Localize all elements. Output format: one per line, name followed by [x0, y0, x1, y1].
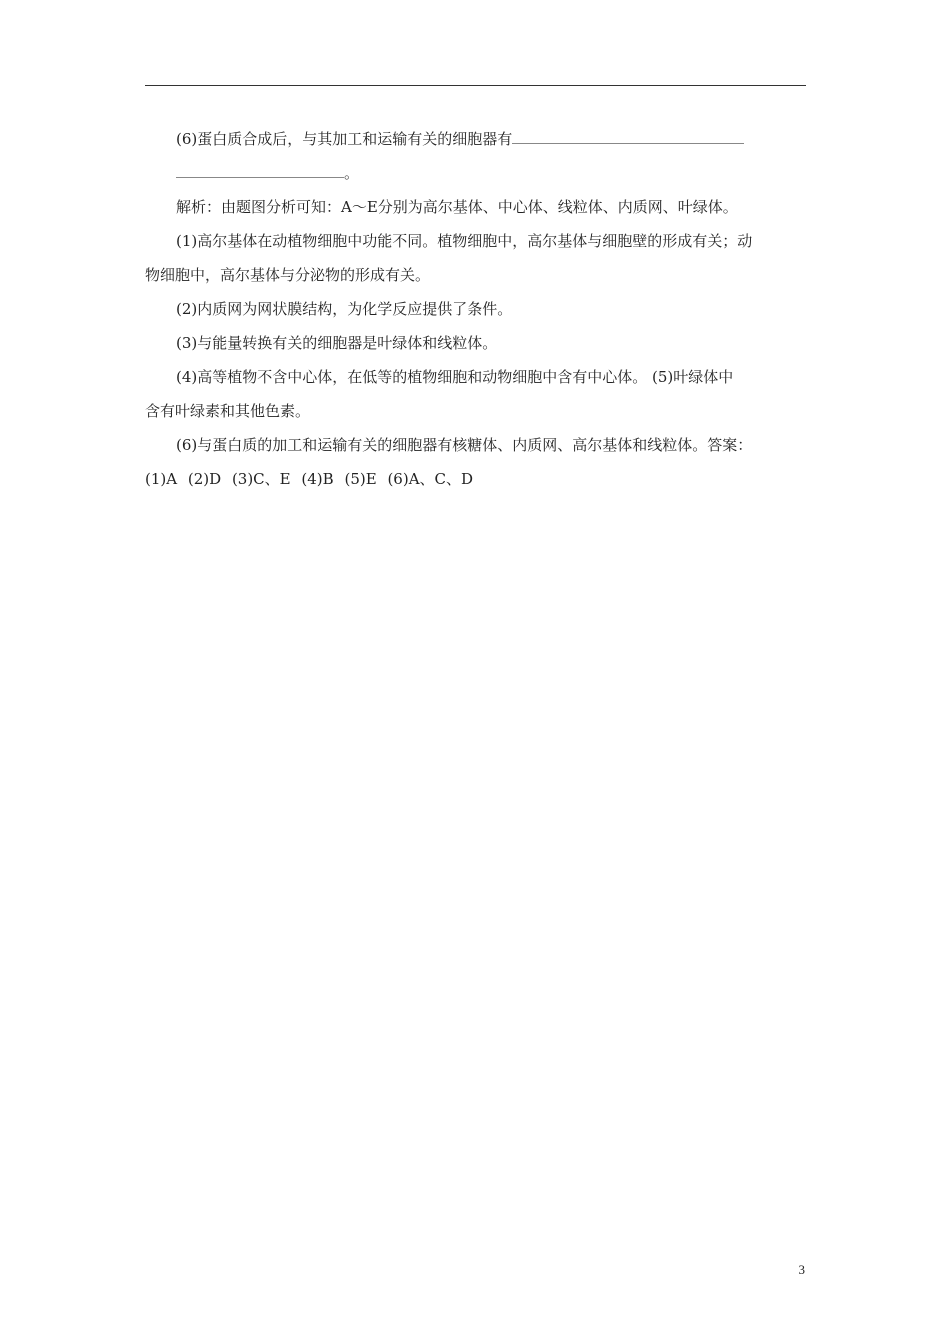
analysis-p1-line2: 物细胞中，高尔基体与分泌物的形成有关。	[145, 266, 431, 284]
document-body	[145, 122, 806, 496]
answers-line	[145, 462, 806, 496]
analysis-p4-line2: 含有叶绿素和其他色素。	[145, 402, 311, 420]
question-6-continued	[145, 156, 806, 190]
analysis-p4-line1: (4)高等植物不含中心体，在低等的植物细胞和动物细胞中含有中心体。 (5)叶绿体中	[176, 368, 734, 386]
answer-item: (2)D	[187, 470, 222, 488]
answer-item: (3)C、E	[231, 470, 291, 488]
analysis-intro: 解析：由题图分析可知：A～E分别为高尔基体、中心体、线粒体、内质网、叶绿体。	[176, 198, 738, 216]
analysis-p3: (3)与能量转换有关的细胞器是叶绿体和线粒体。	[176, 334, 498, 352]
analysis-p6: (6)与蛋白质的加工和运输有关的细胞器有核糖体、内质网、高尔基体和线粒体。答案：	[176, 436, 753, 454]
answer-item: (4)B	[301, 470, 334, 488]
analysis-p2: (2)内质网为网状膜结构，为化学反应提供了条件。	[176, 300, 513, 318]
page-number: 3	[798, 1262, 805, 1277]
header-rule	[145, 85, 806, 86]
question-6-text: (6)蛋白质合成后，与其加工和运输有关的细胞器有	[176, 130, 513, 148]
question-6-end: 。	[344, 164, 360, 182]
answer-item: (6)A、C、D	[387, 470, 474, 488]
answer-item: (5)E	[344, 470, 377, 488]
answer-blank-2	[176, 159, 344, 178]
question-6	[145, 122, 806, 156]
answer-item: (1)A	[145, 470, 178, 488]
answer-blank-1	[512, 125, 744, 144]
analysis-p1-line1: (1)高尔基体在动植物细胞中功能不同。植物细胞中，高尔基体与细胞壁的形成有关；动	[176, 232, 753, 250]
